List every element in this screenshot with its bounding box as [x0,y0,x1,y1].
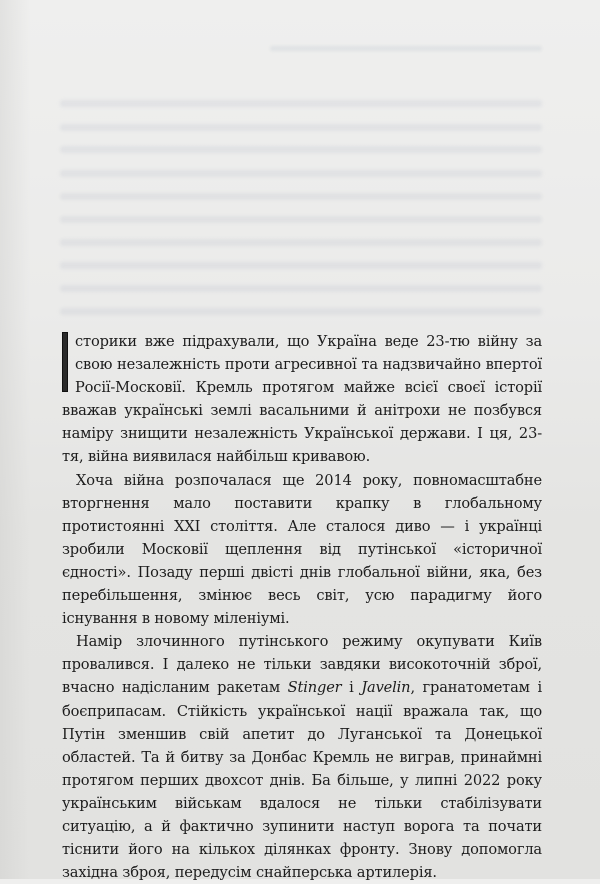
paragraph-text: Хоча війна розпочалася ще 2014 року, повномасштабне вторгнення мало поставити крапку в глобальному протистоянні XXI століття. Але сталося диво — і українці зробили Московії щеплення від путінської «історичної єдності». Позаду перші двісті днів глобальної війни, яка, без перебільшення, змінює весь світ, усю парадигму його існування в новому міленіумі. [62,471,542,628]
italic-term-javelin: Javelin [361,679,411,697]
body-text [62,330,542,884]
italic-term-stinger: Stinger [287,679,342,697]
paragraph-text: і [341,679,362,697]
dropcap-initial [62,332,68,392]
paragraph-text: Намір злочинного путінського режиму окупувати Київ провалився. І далеко не тільки завдяки високоточній зброї, вчасно надісланим ракетам [62,633,542,697]
paragraph-1 [62,330,542,469]
page-edge-shadow [0,0,30,879]
paragraph-2 [62,469,542,631]
paragraph-text: , гранатометам і боєприпасам. Стійкість української нації вражала так, що Путін зменшив свій апетит до Луганської та Донецької областей. Та й битву за Донбас Кремль не виграв, принаймні протягом перших двохсот днів. Ба більше, у липні 2022 року українським військам вдалося не тільки стабілізувати ситуацію, а й фактично зупинити наступ ворога та почати тіснити його на кількох ділянках фронту. Знову допомогла західна зброя, передусім снайперська артилерія. [62,679,543,882]
paragraph-text: сторики вже підрахували, що Україна веде 23-тю війну за свою незалежність проти агресивної та надзвичайно впертої Росії-Московії. Кремль протягом майже всієї своєї історії вважав українські землі васальними й анітрохи не позбувся наміру знищити незалежність Української держави. І ця, 23-тя, війна виявилася найбільш кривавою. [62,333,542,466]
paragraph-3 [62,630,542,884]
